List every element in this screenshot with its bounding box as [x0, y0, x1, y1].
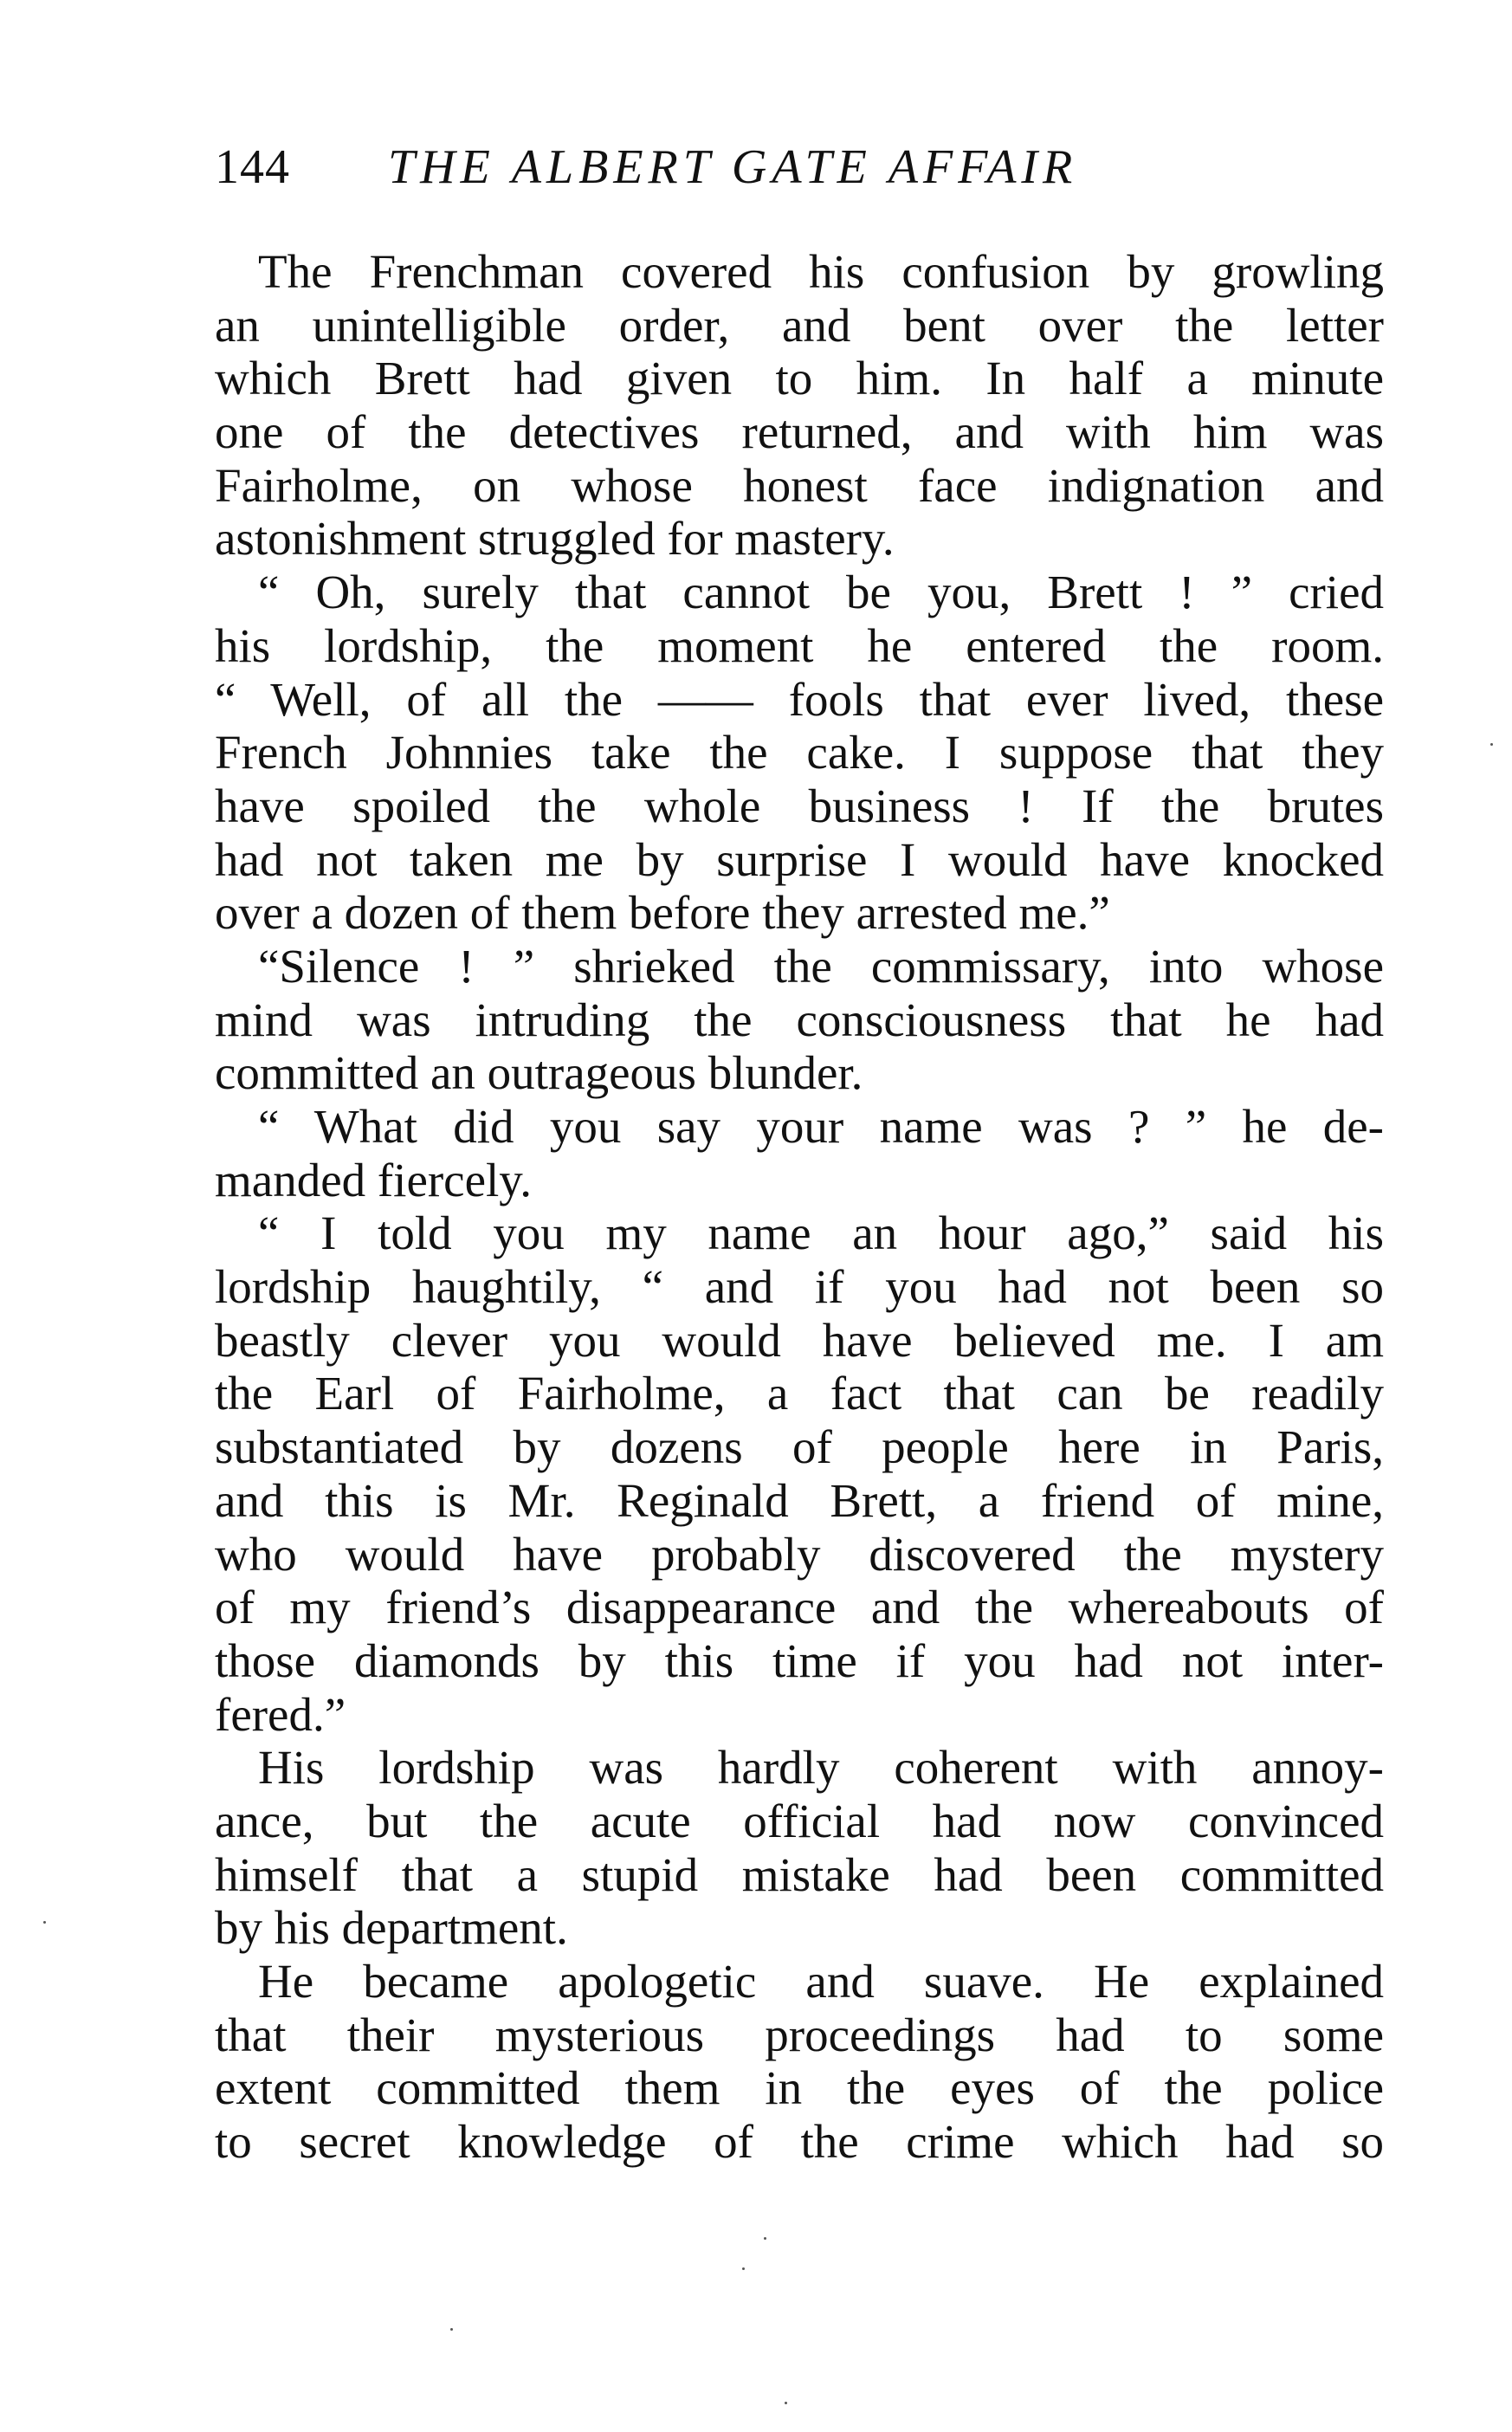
text-line: those diamonds by this time if you had not inter-: [215, 1633, 1384, 1687]
text-line: “ I told you my name an hour ago,” said his: [258, 1206, 1384, 1260]
text-line: to secret knowledge of the crime which had so: [215, 2115, 1384, 2169]
text-line: that their mysterious proceedings had to some: [215, 2008, 1384, 2061]
body-text: [215, 245, 1384, 2169]
scan-speck: [450, 2328, 453, 2331]
scan-speck: [1490, 743, 1493, 746]
text-line: beastly clever you would have believed me. I am: [215, 1313, 1384, 1367]
text-line: committed an outrageous blunder.: [215, 1046, 863, 1100]
text-line: the Earl of Fairholme, a fact that can be readily: [215, 1367, 1384, 1420]
text-line: substantiated by dozens of people here in Paris,: [215, 1420, 1384, 1474]
text-line: ance, but the acute official had now convinced: [215, 1794, 1384, 1847]
text-line: which Brett had given to him. In half a minute: [215, 352, 1384, 405]
text-line: over a dozen of them before they arrested me.”: [215, 886, 1110, 940]
page-header: [215, 128, 1384, 206]
text-line: French Johnnies take the cake. I suppose that they: [215, 726, 1384, 779]
scan-speck: [785, 2402, 787, 2404]
text-line: an unintelligible order, and bent over the letter: [215, 298, 1384, 352]
text-line: by his department.: [215, 1901, 568, 1955]
text-line: mind was intruding the consciousness that he had: [215, 993, 1384, 1046]
text-line: The Frenchman covered his confusion by growling: [258, 245, 1384, 298]
text-line: “Silence ! ” shrieked the commissary, into whose: [258, 939, 1384, 993]
scan-speck: [43, 1921, 46, 1924]
text-line: “ Well, of all the —— fools that ever lived, these: [215, 672, 1384, 726]
page-number: 144: [215, 140, 290, 194]
text-line: one of the detectives returned, and with him was: [215, 405, 1384, 459]
text-line: who would have probably discovered the mystery: [215, 1527, 1384, 1581]
text-line: astonishment struggled for mastery.: [215, 512, 895, 566]
text-line: “ Oh, surely that cannot be you, Brett ! ” cried: [258, 566, 1384, 619]
text-line: “ What did you say your name was ? ” he de-: [258, 1100, 1384, 1153]
running-title: THE ALBERT GATE AFFAIR: [388, 140, 1078, 194]
text-line: extent committed them in the eyes of the police: [215, 2061, 1384, 2115]
text-line: fered.”: [215, 1687, 346, 1741]
text-line: his lordship, the moment he entered the room.: [215, 618, 1384, 672]
scan-speck: [742, 2267, 745, 2270]
text-line: Fairholme, on whose honest face indignation and: [215, 458, 1384, 512]
text-line: have spoiled the whole business ! If the brutes: [215, 779, 1384, 832]
text-line: of my friend’s disappearance and the whereabouts of: [215, 1581, 1384, 1634]
text-line: had not taken me by surprise I would have knocked: [215, 832, 1384, 886]
text-line: himself that a stupid mistake had been committed: [215, 1847, 1384, 1901]
text-line: manded fiercely.: [215, 1153, 532, 1206]
text-line: He became apologetic and suave. He explained: [258, 1955, 1384, 2008]
text-line: lordship haughtily, “ and if you had not been so: [215, 1260, 1384, 1314]
text-line: and this is Mr. Reginald Brett, a friend of mine,: [215, 1473, 1384, 1527]
scan-speck: [764, 2237, 766, 2240]
text-line: His lordship was hardly coherent with annoy-: [258, 1741, 1384, 1795]
